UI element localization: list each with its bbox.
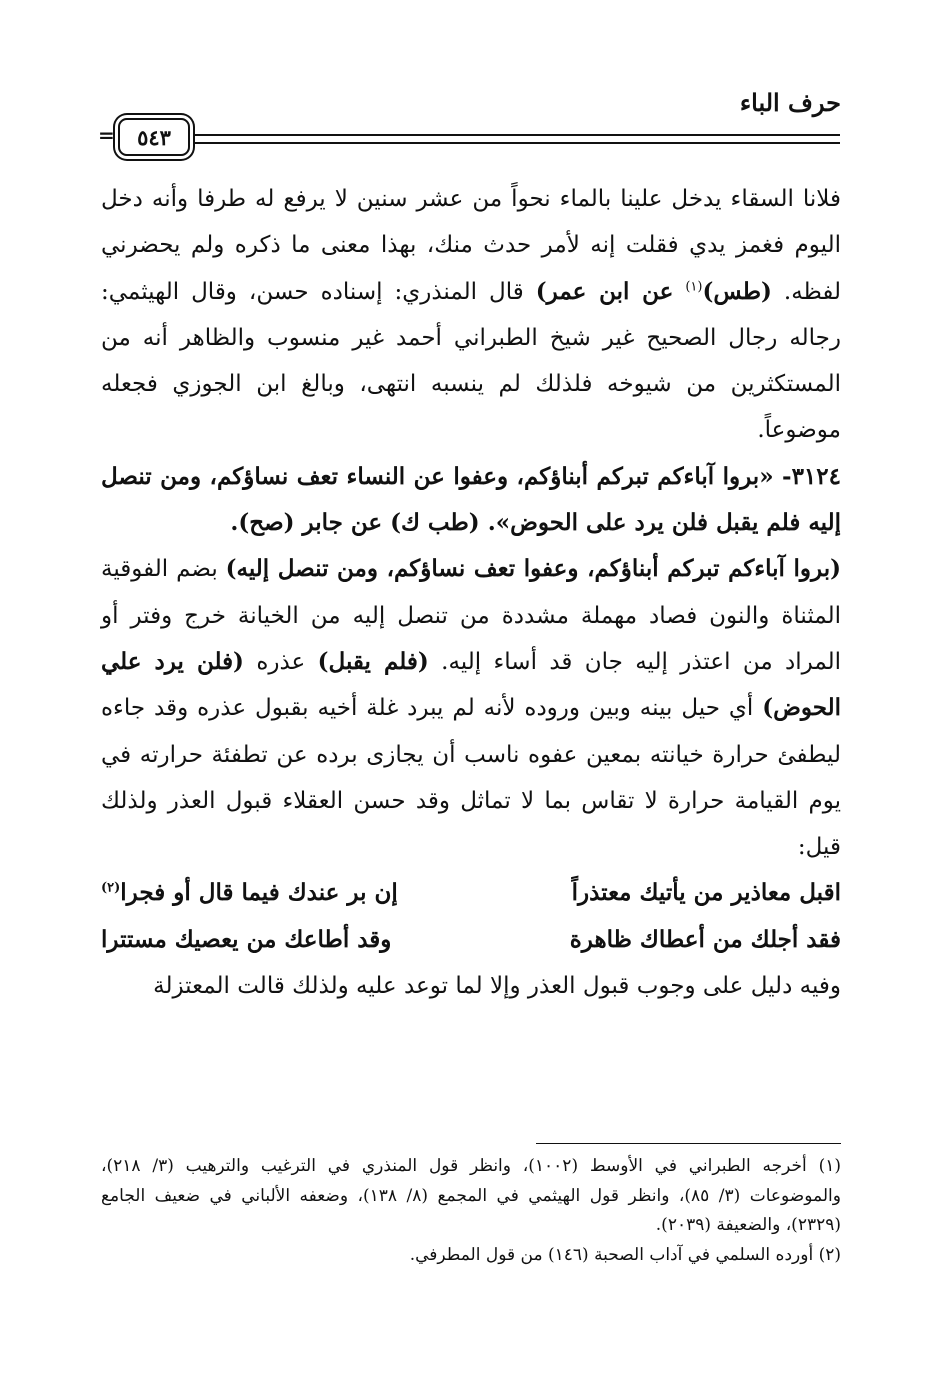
commentary-paragraph-2 xyxy=(101,546,841,870)
footnote-separator xyxy=(536,1143,841,1144)
main-text xyxy=(101,176,841,1009)
commentary-last-line: وفيه دليل على وجوب قبول العذر وإلا لما توعد عليه ولذلك قالت المعتزلة xyxy=(153,973,841,1000)
verse-hemistich: اقبل معاذير من يأتيك معتذراً xyxy=(571,879,841,907)
footnotes xyxy=(101,1152,841,1270)
verse-hemistich: إن بر عندك فيما قال أو فجرا xyxy=(120,879,398,907)
commentary-text: عذره xyxy=(256,648,306,675)
verse-hemistich: وقد أطاعك من يعصيك مستترا xyxy=(101,925,392,953)
footnote-ref-2: (٢) xyxy=(101,880,121,896)
commentary-text: فلانا السقاء يدخل علينا بالماء نحواً من عشر سنين لا يرفع له طرفا وأنه دخل اليوم فغمز يدي فقلت إنه لأمر حدث منك، بهذا معنى ما ذكره ولم يحضرني لفظه. xyxy=(101,186,842,305)
header-rule xyxy=(190,134,840,144)
commentary-text: قال المنذري: إسناده حسن، وقال الهيثمي: رجاله رجال الصحيح غير شيخ الطبراني أحمد غير منسوب والظاهر أنه من المستكثرين من شيوخه فلذلك لم ينسبه انتهى، وبالغ ابن الجوزي فجعله موضوعاً. xyxy=(101,278,841,444)
hadith-quote: (بروا آباءكم تبركم أبناؤكم، وعفوا تعف نساؤكم، ومن تنصل إليه) xyxy=(225,555,841,583)
commentary-text: بضم الفوقية المثناة والنون فصاد مهملة مشددة من تنصل إليه من الخيانة خرج وفتر أو المراد من اعتذر إليه جان قد أساء إليه. xyxy=(101,556,842,675)
page-number-dash: = xyxy=(98,123,115,147)
poem-verse-2 xyxy=(101,917,841,963)
narrator: عن ابن عمر) xyxy=(535,277,674,305)
footnote-ref-1: (١) xyxy=(685,278,703,294)
commentary-text: أي حيل بينه وبين وروده لأنه لم يبرد غلة أخيه بقبول عذره وقد جاءه ليطفئ حرارة خيانته بمعين عفوه ناسب أن يجازى برده عن تطفئة حرارته في يوم القيامة حرارة لا تقاس بما لا تماثل وقد حسن العقلاء قبول العذر ولذلك قيل: xyxy=(101,695,841,861)
commentary-paragraph-1 xyxy=(101,176,841,454)
source-abbrev: (طس) xyxy=(702,277,772,305)
hadith-quote: (فلن يرد علي الحوض) xyxy=(101,647,842,722)
page-number: ٥٤٣ xyxy=(118,118,190,156)
poem-verse-1 xyxy=(101,870,841,916)
hadith-quote: (فلم يقبل) xyxy=(317,647,429,675)
verse-hemistich: فقد أجلك من أعطاك ظاهرة xyxy=(569,925,841,953)
footnote-2: (٢) أورده السلمي في آداب الصحبة (١٤٦) من قول المطرفي. xyxy=(409,1244,841,1265)
footnote-1: (١) أخرجه الطبراني في الأوسط (١٠٠٢)، وانظر قول المنذري في الترغيب والترهيب (٣/ ٢١٨)، والموضوعات (٣/ ٨٥)، وانظر قول الهيثمي في المجمع (٨/ ١٣٨)، وضعفه الألباني في ضعيف الجامع (٢٣٢٩)، والضعيفة (٢٠٣٩). xyxy=(101,1156,841,1235)
hadith-entry: ٣١٢٤- «بروا آباءكم تبركم أبناؤكم، وعفوا عن النساء تعف نساؤكم، ومن تنصل إليه فلم يقبل فلن يرد على الحوض». (طب ك) عن جابر (صح). xyxy=(101,462,841,537)
chapter-title: حرف الباء xyxy=(739,88,841,117)
